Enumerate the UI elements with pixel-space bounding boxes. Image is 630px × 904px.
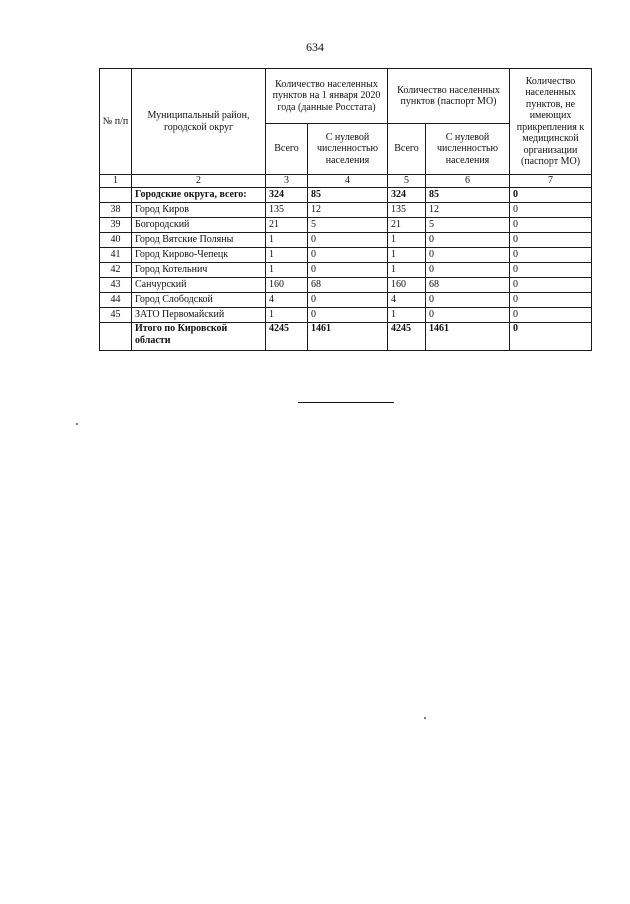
row-c3: 21	[266, 218, 308, 233]
row-c6: 0	[426, 308, 510, 323]
column-number: 1	[100, 175, 132, 188]
row-c6: 12	[426, 203, 510, 218]
row-c4: 0	[308, 293, 388, 308]
row-num: 38	[100, 203, 132, 218]
row-num	[100, 188, 132, 203]
row-c5: 4	[388, 293, 426, 308]
row-num: 39	[100, 218, 132, 233]
row-c6: 0	[426, 263, 510, 278]
total-num	[100, 323, 132, 351]
column-number: 3	[266, 175, 308, 188]
table-row	[100, 293, 592, 308]
row-c5: 1	[388, 263, 426, 278]
row-c7: 0	[510, 233, 592, 248]
row-c4: 68	[308, 278, 388, 293]
row-num: 43	[100, 278, 132, 293]
row-c6: 0	[426, 233, 510, 248]
row-c5: 1	[388, 248, 426, 263]
scan-speck	[76, 423, 78, 425]
scan-speck	[424, 717, 426, 719]
header-mo-total: Всего	[388, 124, 426, 175]
row-c6: 0	[426, 293, 510, 308]
header-no-attachment: Количество населенных пунктов, не имеющих прикрепления к медицинской организации (паспорт МО)	[510, 69, 592, 175]
header-district: Муниципальный район, городской округ	[132, 69, 266, 175]
table-row	[100, 308, 592, 323]
column-number: 2	[132, 175, 266, 188]
row-c3: 1	[266, 308, 308, 323]
total-c3: 4245	[266, 323, 308, 351]
row-c5: 160	[388, 278, 426, 293]
total-c7: 0	[510, 323, 592, 351]
row-c3: 1	[266, 233, 308, 248]
row-c3: 135	[266, 203, 308, 218]
row-c7: 0	[510, 188, 592, 203]
table-row-total	[100, 323, 592, 351]
total-c5: 4245	[388, 323, 426, 351]
row-name: Город Кирово-Чепецк	[132, 248, 266, 263]
page-number: 634	[306, 40, 324, 54]
total-c4: 1461	[308, 323, 388, 351]
row-c7: 0	[510, 248, 592, 263]
table-row	[100, 203, 592, 218]
end-of-document-rule	[298, 402, 394, 403]
table-row	[100, 263, 592, 278]
row-c3: 324	[266, 188, 308, 203]
column-numbers-row	[100, 175, 592, 188]
row-c7: 0	[510, 293, 592, 308]
row-name: Город Слободской	[132, 293, 266, 308]
row-name: Город Котельнич	[132, 263, 266, 278]
column-number: 7	[510, 175, 592, 188]
total-name: Итого по Кировской области	[132, 323, 266, 351]
header-mo-group: Количество населенных пунктов (паспорт МО)	[388, 69, 510, 124]
column-number: 4	[308, 175, 388, 188]
row-num: 44	[100, 293, 132, 308]
row-c3: 1	[266, 263, 308, 278]
row-num: 42	[100, 263, 132, 278]
table-row	[100, 248, 592, 263]
row-c4: 85	[308, 188, 388, 203]
row-c7: 0	[510, 278, 592, 293]
row-c4: 0	[308, 233, 388, 248]
row-c5: 324	[388, 188, 426, 203]
row-c7: 0	[510, 263, 592, 278]
row-c5: 135	[388, 203, 426, 218]
row-c4: 5	[308, 218, 388, 233]
column-number: 5	[388, 175, 426, 188]
row-c3: 160	[266, 278, 308, 293]
row-c5: 1	[388, 233, 426, 248]
row-c6: 0	[426, 248, 510, 263]
row-c7: 0	[510, 203, 592, 218]
header-mo-zero: С нулевой численностью населения	[426, 124, 510, 175]
column-number: 6	[426, 175, 510, 188]
row-c5: 1	[388, 308, 426, 323]
header-rosstat-zero: С нулевой численностью населения	[308, 124, 388, 175]
row-c4: 0	[308, 263, 388, 278]
table-row	[100, 218, 592, 233]
row-num: 40	[100, 233, 132, 248]
row-name: ЗАТО Первомайский	[132, 308, 266, 323]
table-row-subtotal	[100, 188, 592, 203]
header-rosstat-total: Всего	[266, 124, 308, 175]
row-c6: 68	[426, 278, 510, 293]
row-name: Санчурский	[132, 278, 266, 293]
row-c4: 12	[308, 203, 388, 218]
row-c6: 5	[426, 218, 510, 233]
row-name: Богородский	[132, 218, 266, 233]
row-num: 45	[100, 308, 132, 323]
header-num: № п/п	[100, 69, 132, 175]
table-row	[100, 278, 592, 293]
row-num: 41	[100, 248, 132, 263]
header-rosstat-group: Количество населенных пунктов на 1 января 2020 года (данные Росстата)	[266, 69, 388, 124]
row-c3: 4	[266, 293, 308, 308]
row-c6: 85	[426, 188, 510, 203]
row-name: Город Вятские Поляны	[132, 233, 266, 248]
row-name: Городские округа, всего:	[132, 188, 266, 203]
row-c4: 0	[308, 248, 388, 263]
row-c7: 0	[510, 308, 592, 323]
settlements-table	[99, 68, 592, 351]
table-row	[100, 233, 592, 248]
total-c6: 1461	[426, 323, 510, 351]
row-name: Город Киров	[132, 203, 266, 218]
table-header	[100, 69, 592, 175]
row-c5: 21	[388, 218, 426, 233]
row-c7: 0	[510, 218, 592, 233]
row-c4: 0	[308, 308, 388, 323]
row-c3: 1	[266, 248, 308, 263]
